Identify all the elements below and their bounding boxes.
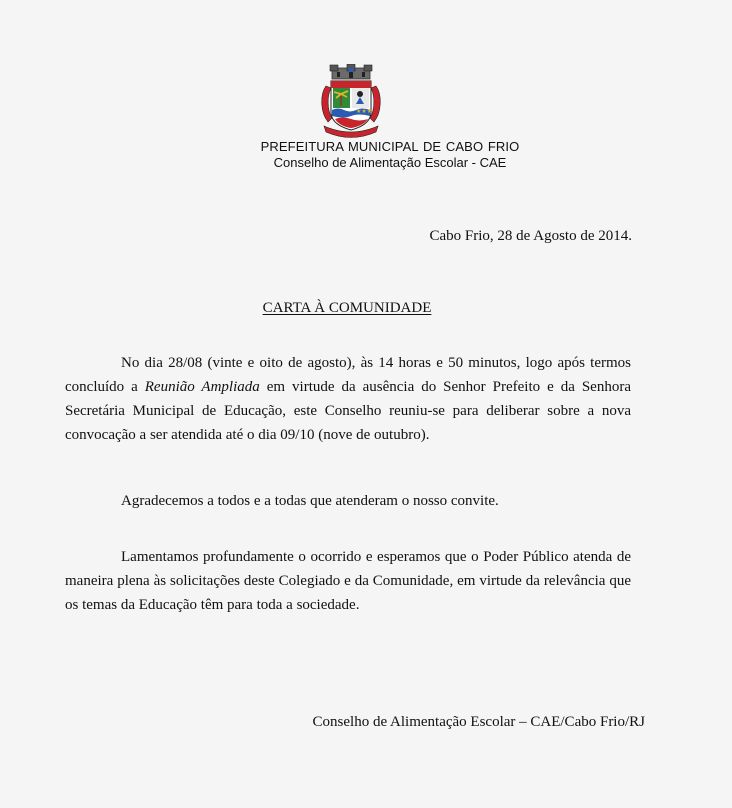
- institution-header: PREFEITURA MUNICIPAL DE CABO FRIO: [260, 139, 520, 154]
- mural-crown: [330, 64, 372, 79]
- date-line: Cabo Frio, 28 de Agosto de 2014.: [429, 228, 632, 244]
- paragraph-1: [65, 351, 631, 447]
- signature: Conselho de Alimentação Escolar – CAE/Cabo Frio/RJ: [312, 714, 645, 730]
- paragraph-1-emphasis: Reunião Ampliada: [144, 379, 260, 395]
- coat-of-arms-icon: [318, 64, 384, 138]
- paragraph-1-start: No dia 28/08 (vinte e oito de agosto), às 14 horas e 50 minutos, logo após termos concluído a: [65, 355, 631, 395]
- svg-text:★★★: ★★★: [356, 108, 373, 115]
- paragraph-2: Agradecemos a todos e a todas que atenderam o nosso convite.: [121, 493, 499, 509]
- letter-title: CARTA À COMUNIDADE: [262, 300, 432, 316]
- paragraph-1-end: em virtude da ausência do Senhor Prefeito e da Senhora Secretária Municipal de Educação, este Conselho reuniu-se para deliberar sobre a nova convocação a ser atendida até o dia 09/10 (nove de outubro).: [65, 379, 631, 443]
- paragraph-3: Lamentamos profundamente o ocorrido e esperamos que o Poder Público atenda de maneira plena às solicitações deste Colegiado e da Comunidade, em virtude da relevância que os temas da Educação têm para toda a sociedade.: [65, 549, 631, 613]
- shield: [331, 81, 372, 130]
- council-header: Conselho de Alimentação Escolar - CAE: [273, 155, 507, 170]
